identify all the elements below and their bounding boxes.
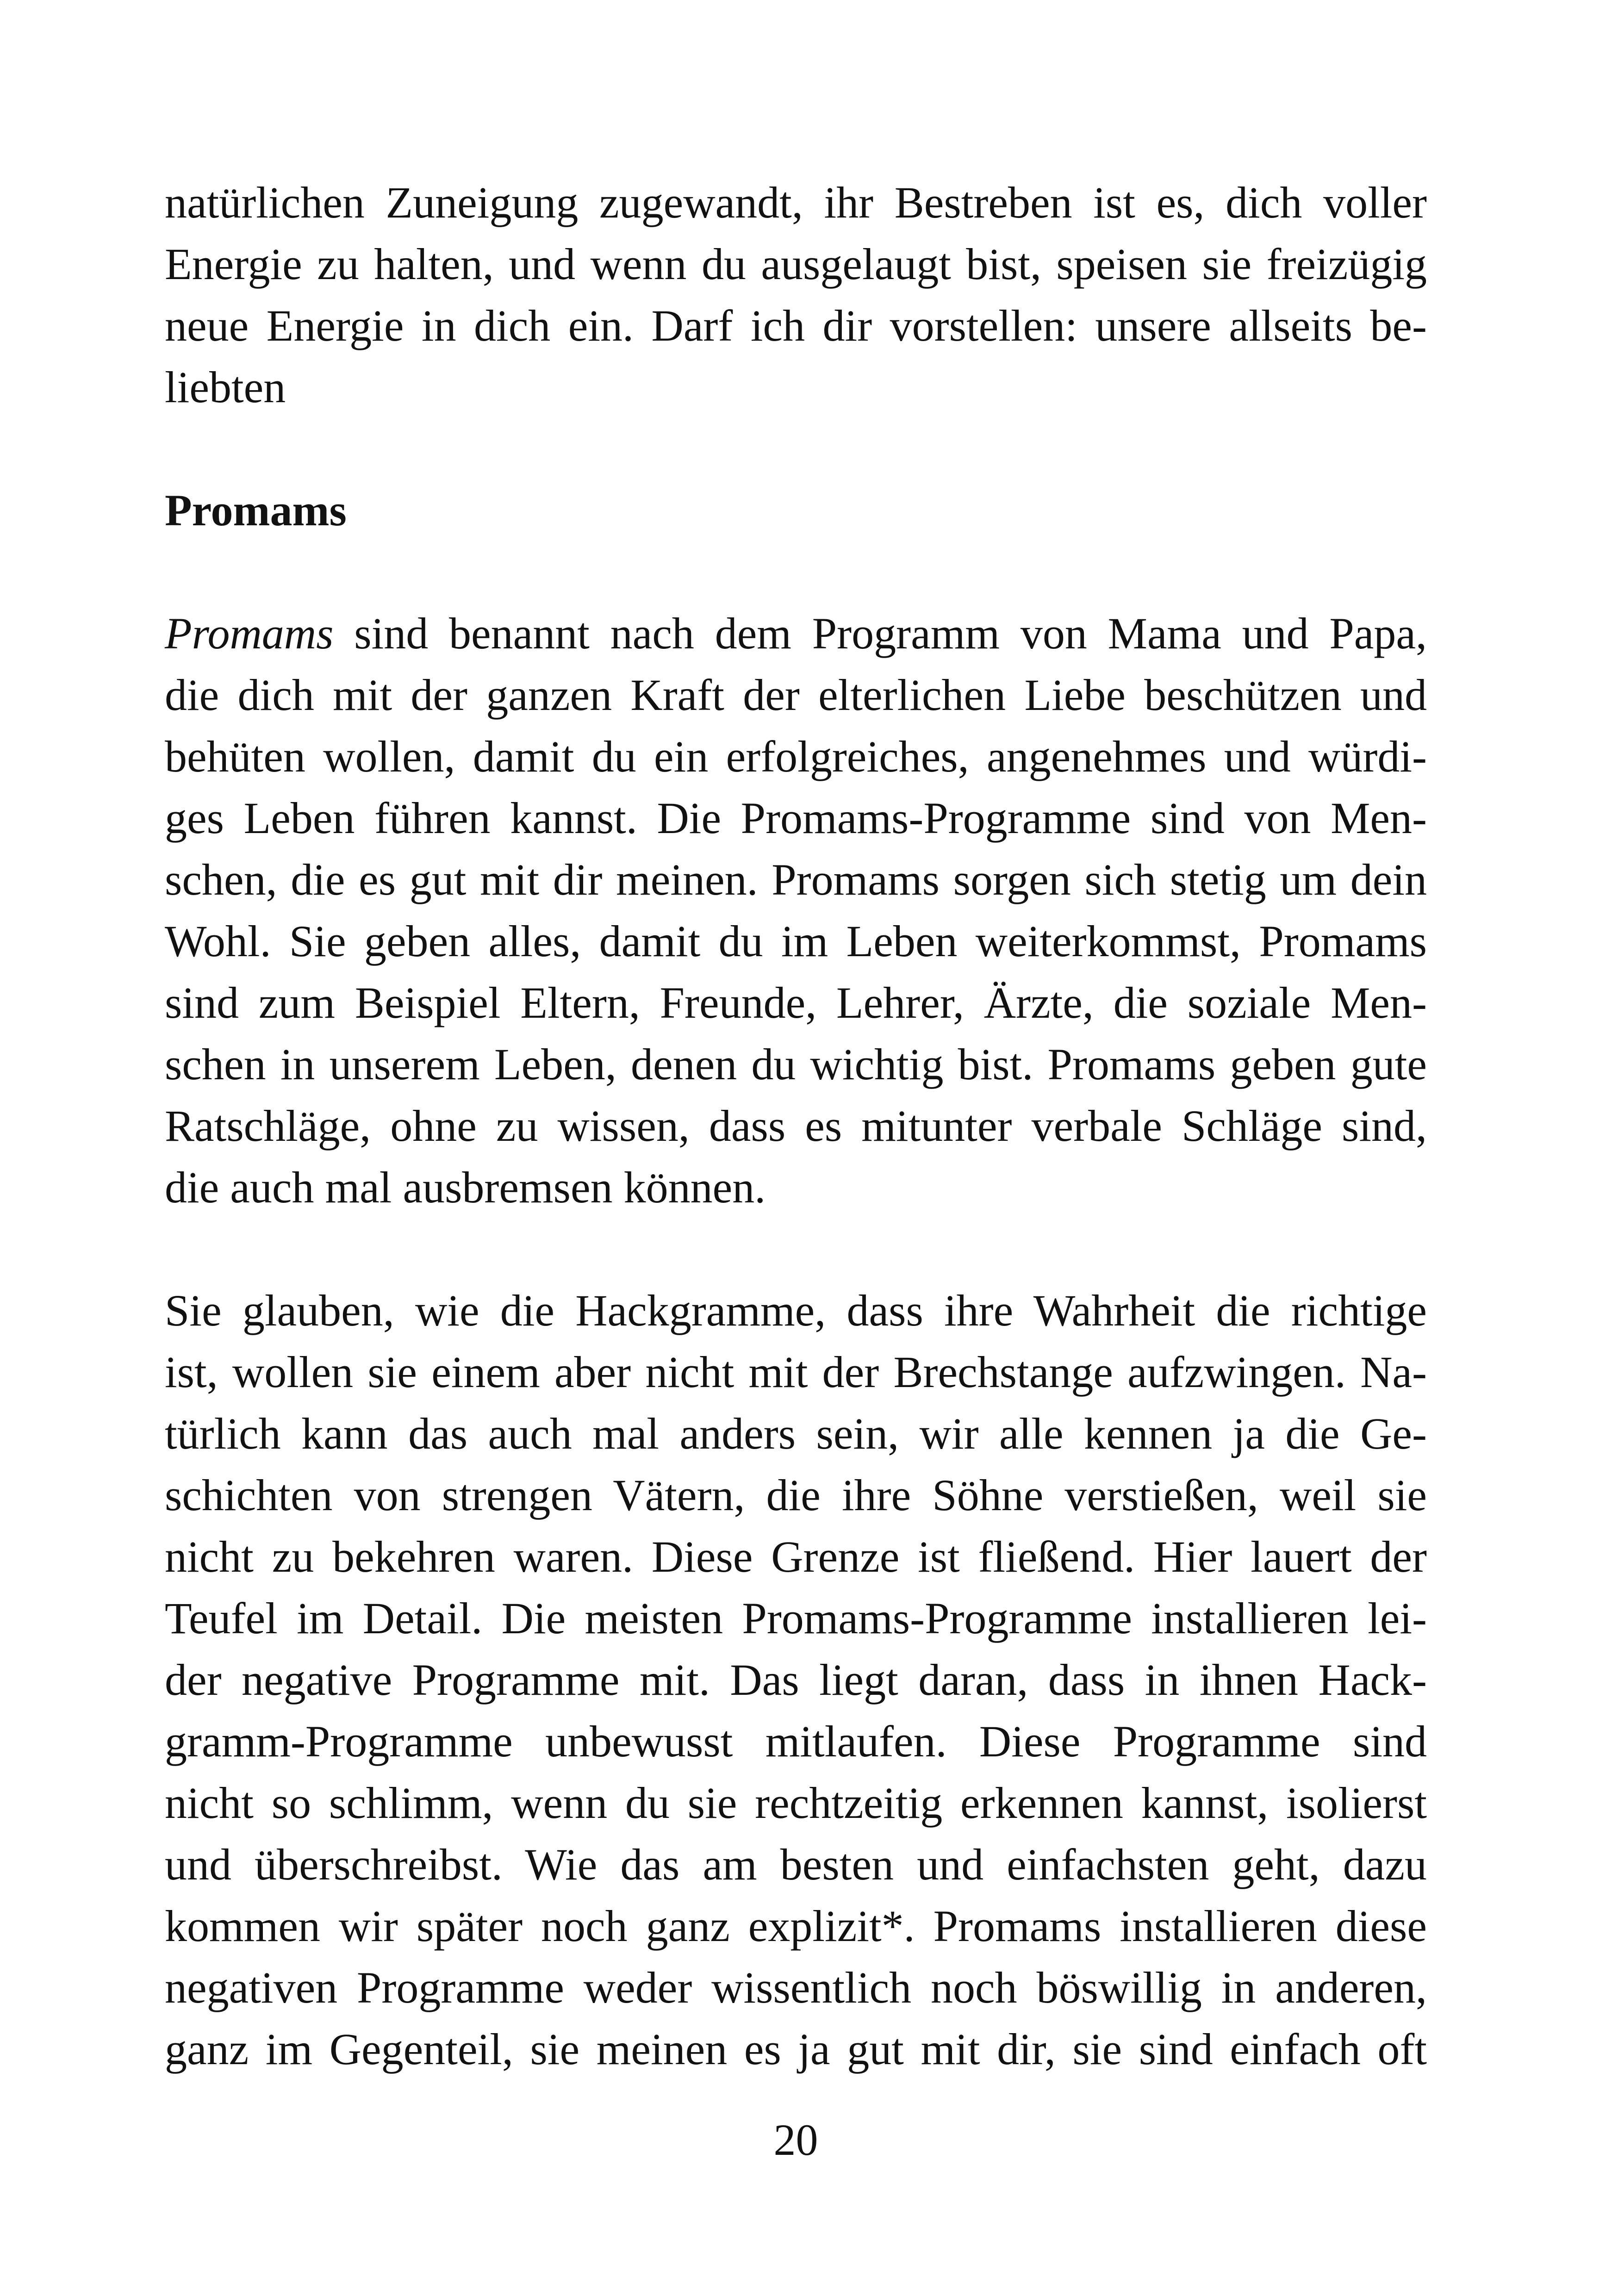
- text-line: neue Energie in dich ein. Darf ich dir vorstellen: unsere allseits be-: [165, 301, 1427, 350]
- text-line: Ratschläge, ohne zu wissen, dass es mitunter verbale Schläge sind,: [165, 1101, 1427, 1151]
- text-line: ganz im Gegenteil, sie meinen es ja gut mit dir, sie sind einfach oft: [165, 2024, 1427, 2074]
- text-line: liebten: [165, 362, 286, 412]
- text-line: schen in unserem Leben, denen du wichtig bist. Promams geben gute: [165, 1039, 1427, 1089]
- text-line: schen, die es gut mit dir meinen. Promams sorgen sich stetig um dein: [165, 855, 1427, 904]
- text-line: schichten von strengen Vätern, die ihre Söhne verstießen, weil sie: [165, 1470, 1427, 1520]
- body-text: [165, 172, 1427, 2141]
- text-line: Teufel im Detail. Die meisten Promams-Programme installieren lei-: [165, 1593, 1427, 1643]
- text-line-rest: sind benannt nach dem Programm von Mama und Papa,: [333, 609, 1427, 658]
- text-line: ges Leben führen kannst. Die Promams-Programme sind von Men-: [165, 793, 1427, 843]
- text-line: ist, wollen sie einem aber nicht mit der Brechstange aufzwingen. Na-: [165, 1347, 1427, 1397]
- emphasized-term: Promams: [165, 609, 334, 658]
- text-line: nicht so schlimm, wenn du sie rechtzeitig erkennen kannst, isolierst: [165, 1778, 1427, 1828]
- text-line: und überschreibst. Wie das am besten und einfachsten geht, dazu: [165, 1840, 1427, 1889]
- text-line: natürlichen Zuneigung zugewandt, ihr Bestreben ist es, dich voller: [165, 178, 1427, 227]
- paragraph-3: [165, 1280, 1427, 2080]
- text-line: Sie glauben, wie die Hackgramme, dass ihre Wahrheit die richtige: [165, 1286, 1427, 1335]
- text-line: Energie zu halten, und wenn du ausgelaugt bist, speisen sie freizügig: [165, 239, 1427, 289]
- text-line: behüten wollen, damit du ein erfolgreiches, angenehmes und würdi-: [165, 732, 1427, 781]
- text-line: der negative Programme mit. Das liegt daran, dass in ihnen Hack-: [165, 1655, 1427, 1705]
- text-line: die dich mit der ganzen Kraft der elterlichen Liebe beschützen und: [165, 670, 1427, 720]
- page-number: 20: [773, 2115, 818, 2165]
- paragraph-1: [165, 172, 1427, 418]
- text-line: negativen Programme weder wissentlich noch böswillig in anderen,: [165, 1963, 1427, 2012]
- section-heading: Promams: [165, 485, 347, 535]
- text-line: die auch mal ausbremsen können.: [165, 1163, 766, 1212]
- text-line: Wohl. Sie geben alles, damit du im Leben weiterkommst, Promams: [165, 916, 1427, 966]
- text-line: kommen wir später noch ganz explizit*. Promams installieren diese: [165, 1901, 1427, 1951]
- paragraph-2: [165, 603, 1427, 1218]
- text-line: türlich kann das auch mal anders sein, wir alle kennen ja die Ge-: [165, 1409, 1427, 1458]
- text-line: [165, 603, 1427, 664]
- text-line: sind zum Beispiel Eltern, Freunde, Lehrer, Ärzte, die soziale Men-: [165, 978, 1427, 1027]
- text-line: gramm-Programme unbewusst mitlaufen. Diese Programme sind: [165, 1717, 1427, 1766]
- text-line: nicht zu bekehren waren. Diese Grenze ist fließend. Hier lauert der: [165, 1532, 1427, 1581]
